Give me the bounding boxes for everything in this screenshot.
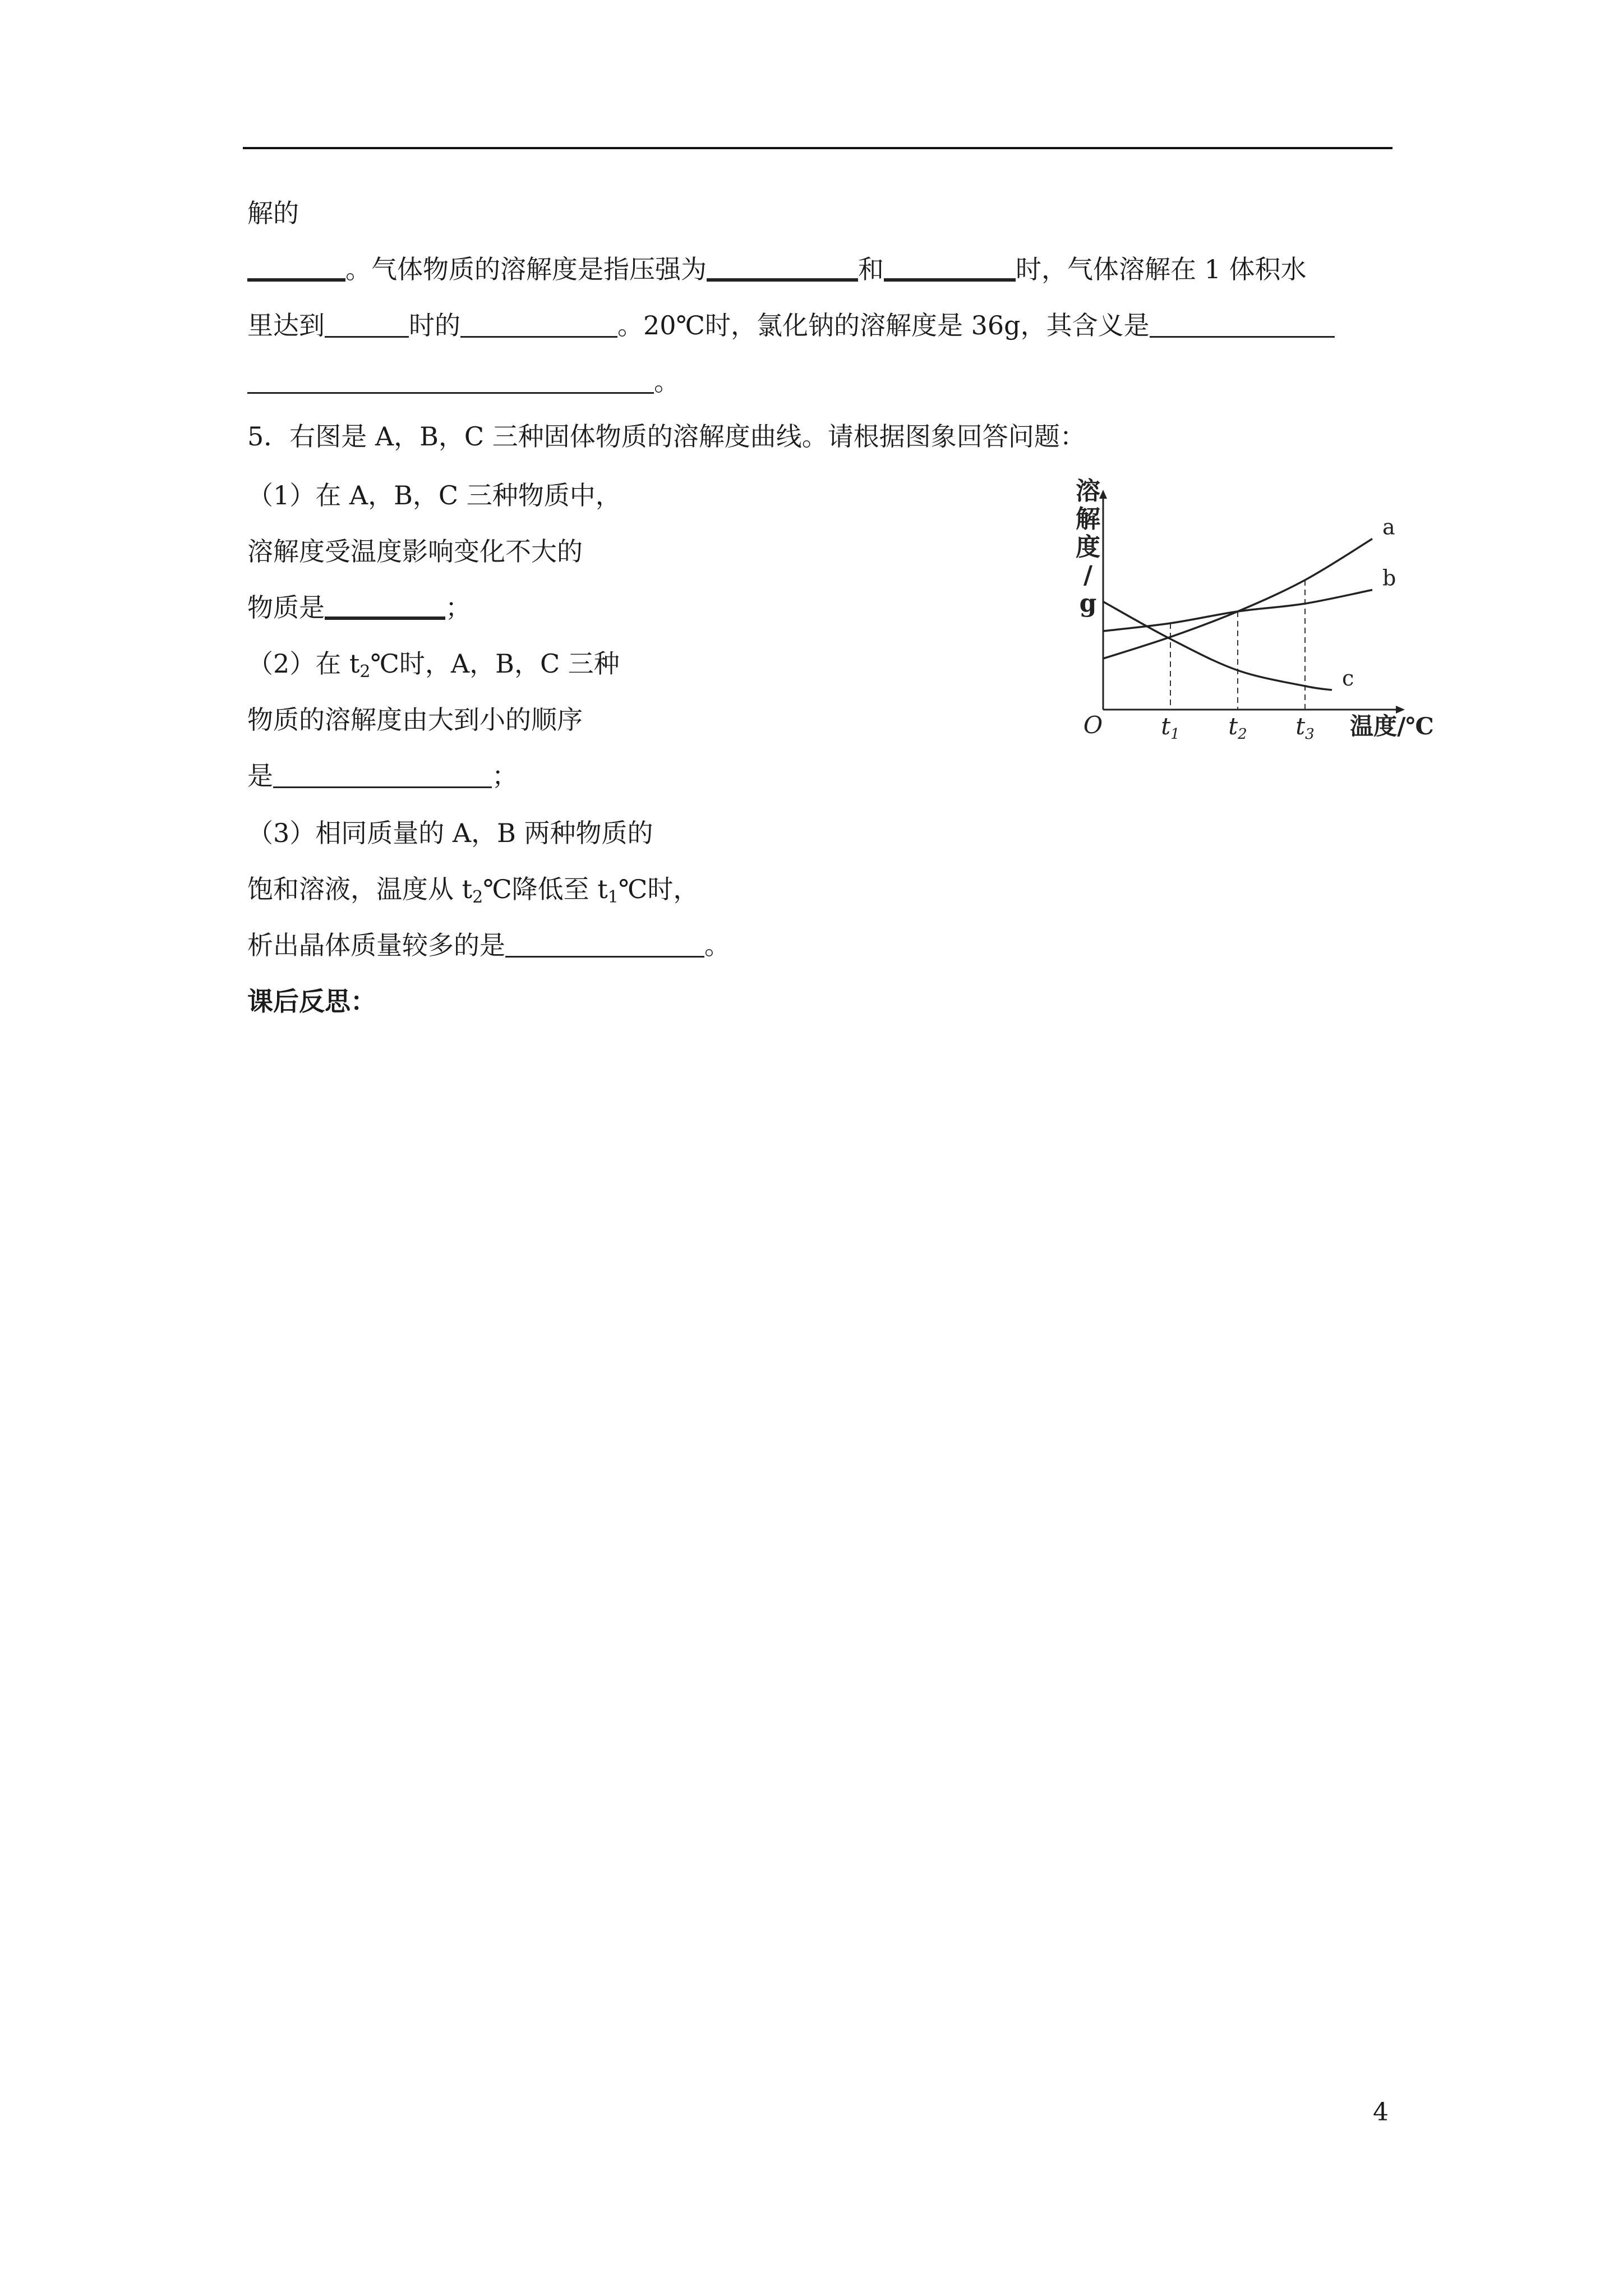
series-label-a: a: [1382, 514, 1395, 540]
x-axis-label: 温度/℃: [1350, 712, 1434, 740]
part-2-line-3: [247, 759, 518, 793]
y-axis-label-char: /: [1083, 561, 1093, 590]
y-axis-label-char: 度: [1076, 533, 1100, 562]
text-segment: 饱和溶液，温度从 t: [247, 874, 473, 904]
text-segment: 物质的溶解度由大到小的顺序: [247, 705, 583, 735]
text-segment: （2）在 t: [247, 648, 360, 679]
text-line-3: [247, 309, 1335, 342]
subscript: 2: [472, 887, 483, 907]
answer-blank[interactable]: [460, 310, 617, 338]
text-segment: 析出晶体质量较多的是: [247, 930, 505, 960]
text-segment: 解的: [247, 198, 299, 228]
y-axis-label-char: g: [1079, 589, 1097, 618]
text-segment: 物质是: [247, 592, 325, 623]
series-label-c: c: [1342, 666, 1354, 691]
answer-blank[interactable]: [247, 366, 654, 394]
page-number: 4: [1373, 2098, 1389, 2127]
text-segment: 是: [247, 761, 273, 791]
y-axis-arrow: [1099, 490, 1107, 499]
text-segment: 时的: [409, 310, 460, 341]
subscript: 2: [359, 662, 371, 682]
part-3-line-1: [247, 816, 653, 850]
answer-blank[interactable]: [707, 252, 858, 282]
x-tick-label: t2: [1228, 712, 1247, 743]
x-tick-label: t1: [1161, 712, 1180, 743]
text-segment: 。: [704, 930, 730, 960]
text-segment: 里达到: [247, 310, 325, 341]
text-segment: ；: [492, 761, 518, 791]
answer-blank[interactable]: [1150, 310, 1335, 338]
text-segment: ℃时，A，B，C 三种: [370, 648, 620, 679]
text-segment: 时，气体溶解在 1 体积水: [1016, 254, 1307, 284]
answer-blank[interactable]: [273, 761, 492, 788]
text-segment: ℃时，: [618, 874, 699, 904]
text-segment: 。: [654, 366, 680, 397]
text-segment: 课后反思：: [247, 986, 376, 1016]
part-1-line-3: [247, 591, 471, 624]
answer-blank[interactable]: [325, 591, 445, 620]
answer-blank[interactable]: [247, 252, 345, 282]
y-axis-label-char: 解: [1076, 505, 1100, 533]
text-segment: （1）在 A，B，C 三种物质中，: [247, 480, 621, 510]
answer-blank[interactable]: [505, 930, 704, 958]
text-segment: 5．右图是 A，B，C 三种固体物质的溶解度曲线。请根据图象回答问题：: [247, 421, 1086, 452]
text-segment: 和: [858, 254, 884, 284]
text-line-1: [247, 196, 299, 230]
answer-blank[interactable]: [325, 310, 409, 338]
part-3-line-2: [247, 872, 699, 914]
text-segment: ；: [445, 592, 471, 623]
text-line-4: [247, 365, 680, 398]
text-segment: 。20℃时，氯化钠的溶解度是 36g，其含义是: [617, 310, 1150, 341]
reflection-heading: [247, 984, 376, 1018]
text-segment: ℃降低至 t: [483, 874, 608, 904]
part-3-line-3: [247, 928, 730, 962]
x-tick-label: t3: [1295, 712, 1315, 743]
header-rule: [243, 147, 1393, 149]
answer-blank[interactable]: [884, 252, 1016, 282]
text-segment: 溶解度受温度影响变化不大的: [247, 536, 583, 567]
origin-label: O: [1083, 711, 1103, 739]
part-1-line-1: [247, 478, 621, 512]
text-segment: （3）相同质量的 A，B 两种物质的: [247, 818, 653, 848]
part-2-line-2: [247, 703, 583, 737]
part-2-line-1: [247, 647, 620, 689]
text-segment: 。气体物质的溶解度是指压强为: [345, 254, 707, 284]
part-1-line-2: [247, 535, 583, 568]
series-label-b: b: [1382, 565, 1396, 591]
question-5: [247, 420, 1086, 453]
text-line-2: [247, 252, 1307, 286]
subscript: 1: [607, 887, 619, 907]
solubility-curve-figure: [1068, 477, 1434, 754]
y-axis-label-char: 溶: [1076, 477, 1100, 505]
